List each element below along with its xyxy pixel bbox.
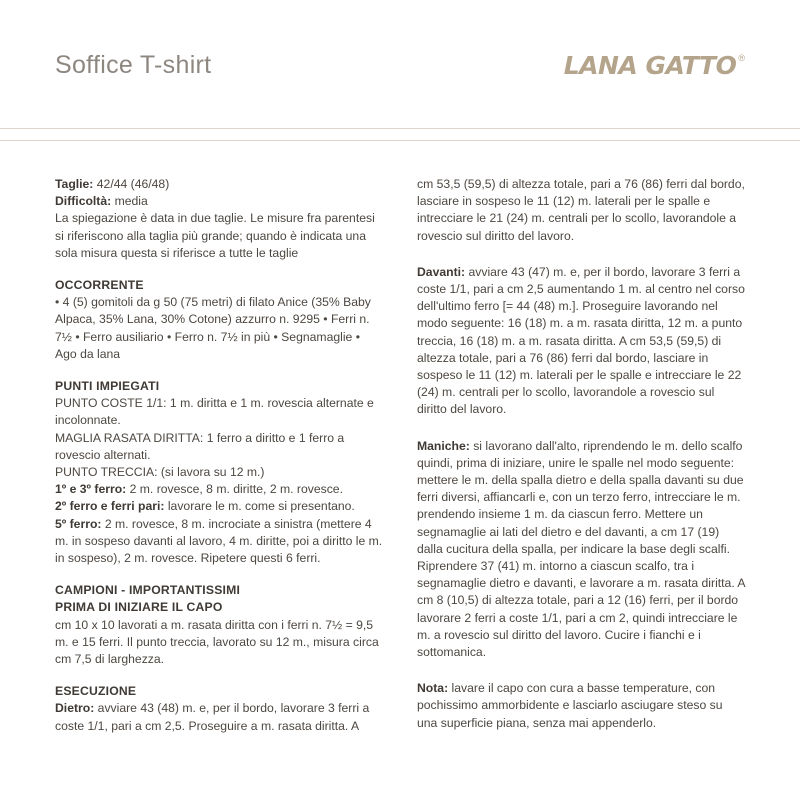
stitch-cable-label: PUNTO TRECCIA: — [55, 465, 158, 480]
note-paragraph — [417, 680, 745, 732]
back-paragraph — [55, 700, 383, 734]
difficulty-line — [55, 193, 383, 210]
cable-row-even-text: lavorare le m. come si presentano. — [164, 499, 355, 514]
note-text: lavare il capo con cura a basse temperature, con pochissimo ammorbidente e lasciarlo asciugare steso su una superficie piana, senza mai appenderlo. — [417, 681, 723, 730]
page-title: Soffice T-shirt — [55, 50, 212, 79]
brand-registered-mark: ® — [738, 52, 745, 63]
samples-paragraph: cm 10 x 10 lavorati a m. rasata diritta con i ferri n. 7½ = 9,5 m. e 15 ferri. Il punto treccia, lavorato su 12 m., misura circa cm 7,5 di larghezza. — [55, 617, 379, 667]
content-columns — [55, 176, 745, 735]
back-text: avviare 43 (48) m. e, per il bordo, lavorare 3 ferri a coste 1/1, pari a cm 2,5. Proseguire a m. rasata diritta. A — [55, 701, 370, 733]
difficulty-label: Difficoltà: — [55, 194, 112, 209]
cable-row-5-label: 5º ferro: — [55, 516, 102, 531]
cable-row-5-text: 2 m. rovesce, 8 m. incrociate a sinistra (mettere 4 m. in sospeso davanti al lavoro, 4 m. diritte, poi a diritto le m. in sospeso), 2 m. rovesce. Ripetere questi 6 ferri. — [55, 516, 383, 566]
back-label: Dietro: — [55, 701, 95, 716]
intro-paragraph: La spiegazione è data in due taglie. Le misure fra parentesi si riferiscono alla taglia più grande; quando è indicata una sola misura questa si riferisce a tutte le taglie — [55, 211, 375, 260]
stitch-rib-label: PUNTO COSTE 1/1: — [55, 396, 167, 411]
divider-bottom — [0, 140, 800, 141]
front-paragraph — [417, 264, 745, 419]
sizes-value: 42/44 (46/48) — [93, 177, 170, 191]
stitch-stocking-label: MAGLIA RASATA DIRITTA: — [55, 430, 204, 445]
right-column — [417, 176, 745, 735]
sleeves-label: Maniche: — [417, 438, 470, 453]
stitches-heading: PUNTI IMPIEGATI — [55, 379, 160, 394]
materials-heading: OCCORRENTE — [55, 278, 144, 293]
cable-row-1-3-label: 1º e 3º ferro: — [55, 482, 127, 497]
back-paragraph-continued: cm 53,5 (59,5) di altezza totale, pari a 76 (86) ferri dal bordo, lasciare in sospeso le 11 (12) m. laterali per le spalle e intrecciare le 21 (24) m. centrali per lo scollo, lavorandole a rovescio sul diritto del lavoro. — [417, 177, 745, 243]
brand-name: LANA GATTO — [563, 50, 737, 80]
samples-heading-line-2: PRIMA DI INIZIARE IL CAPO — [55, 600, 223, 615]
note-label: Nota: — [417, 681, 449, 696]
cable-row-1-3 — [55, 481, 383, 498]
sleeves-paragraph — [417, 438, 745, 662]
cable-row-even — [55, 498, 383, 515]
front-text: avviare 43 (47) m. e, per il bordo, lavorare 3 ferri a coste 1/1, pari a cm 2,5 aumentando 1 m. al centro nel corso dell'ultimo ferro [= 44 (48) m.]. Proseguire lavorando nel modo seguente: 16 (18) m. a m. rasata diritta, 12 m. a punto treccia, 16 (18) m. a m. rasata diritta. A cm 53,5 (59,5) di altezza totale, pari a 76 (86) ferri dal bordo, lasciare in sospeso le 11 (12) m. laterali per le spalle e intrecciare le 22 (24) m. centrali per lo scollo, lavorandole a rovescio sul diritto del lavoro. — [417, 264, 745, 417]
stitch-stocking-text: 1 ferro a diritto e 1 ferro a rovescio alternati. — [55, 430, 345, 462]
stitch-rib-text: 1 m. diritta e 1 m. rovescia alternate e incolonnate. — [55, 396, 374, 428]
stitch-stocking — [55, 430, 383, 464]
difficulty-value: media — [111, 194, 148, 209]
sleeves-text: si lavorano dall'alto, riprendendo le m. dello scalfo quindi, prima di iniziare, unire le spalle nel modo seguente: mettere le m. della spalla dietro e della spalla davanti su due ferri diversi, affiancarli e, con un terzo ferro, intrecciare le m. prendendo insieme 1 m. da ciascun ferro. Mettere un segnamaglie ai lati del dietro e del davanti, a cm 17 (19) dalla cucitura della spalla, per indicare la base degli scalfi. Riprendere 37 (41) m. intorno a ciascun scalfo, tra i segnamaglie dietro e davanti, e lavorare a m. rasata diritta. A cm 8 (10,5) di altezza totale, pari a 12 (16) ferri, per il bordo lavorare 2 ferri a coste 1/1, pari a cm 2, quindi intrecciare le m. a rovescio sul diritto del lavoro. Cucire i fianchi e i sottomanica. — [417, 438, 745, 660]
stitch-rib — [55, 395, 383, 429]
cable-row-1-3-text: 2 m. rovesce, 8 m. diritte, 2 m. rovesce. — [126, 482, 343, 497]
sizes-label: Taglie: — [55, 177, 94, 191]
document-header — [0, 0, 800, 130]
sizes-line — [55, 176, 383, 193]
materials-paragraph: • 4 (5) gomitoli da g 50 (75 metri) di filato Anice (35% Baby Alpaca, 35% Lana, 30% Cotone) azzurro n. 9295 • Ferri n. 7½ • Ferro ausiliario • Ferro n. 7½ in più • Segnamaglie • Ago da lana — [55, 295, 371, 361]
cable-row-even-label: 2º ferro e ferri pari: — [55, 499, 165, 514]
stitch-cable — [55, 464, 383, 481]
left-column — [55, 176, 383, 735]
stitch-cable-text: (si lavora su 12 m.) — [157, 465, 265, 480]
front-label: Davanti: — [417, 264, 466, 279]
cable-row-5 — [55, 516, 383, 568]
samples-heading-line-1: CAMPIONI - IMPORTANTISSIMI — [55, 583, 241, 598]
brand-logo — [563, 50, 745, 80]
execution-heading: ESECUZIONE — [55, 684, 137, 699]
divider-top — [0, 128, 800, 129]
